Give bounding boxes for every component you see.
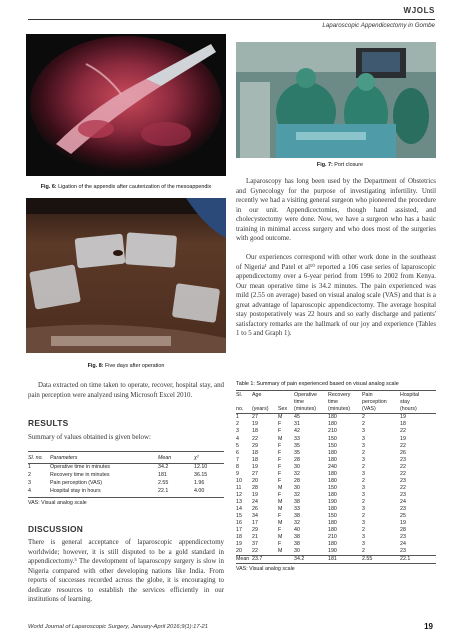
cell: 30 [294, 484, 300, 491]
cell [236, 399, 252, 406]
table-row [28, 480, 224, 488]
cell: 26 [400, 449, 406, 456]
cell: 9 [236, 470, 239, 477]
cell: 3 [362, 456, 365, 463]
post-operation-abdomen-image [26, 198, 226, 353]
cell: 22 [252, 435, 258, 442]
cell: 180 [328, 540, 337, 547]
table-1-title: Table 1: Summary of pain experienced based on visual analog scale [236, 381, 399, 387]
cell: F [278, 421, 282, 428]
cell: 37 [252, 540, 258, 547]
table-row [236, 471, 436, 478]
cell: 38 [294, 533, 300, 540]
cell: Sl. [236, 392, 243, 398]
table-row [236, 541, 436, 548]
cell: 210 [328, 533, 337, 540]
cell: F [278, 540, 282, 547]
cell: 7 [236, 456, 239, 463]
cell: Hospital [400, 392, 420, 398]
cell: 12 [236, 491, 242, 498]
table-1-note: VAS: Visual analog scale [236, 566, 295, 573]
cell: (minutes) [294, 406, 317, 413]
cell: 180 [328, 449, 337, 456]
figure-6-label: Fig. 6: [40, 184, 57, 190]
cell: 18 [236, 533, 242, 540]
cell: 30 [294, 463, 300, 470]
cell: 181 [328, 556, 337, 563]
cell: 3 [362, 484, 365, 491]
cell: M [278, 519, 283, 526]
cell: (hours) [400, 406, 417, 413]
cell: 21 [252, 533, 258, 540]
cell: 34 [252, 512, 258, 519]
cell: F [278, 491, 282, 498]
cell: 31 [294, 421, 300, 428]
cell [252, 399, 278, 406]
cell: 2 [362, 548, 365, 555]
cell: 28 [294, 456, 300, 463]
cell: 180 [328, 519, 337, 526]
cell: 4 [28, 487, 31, 494]
cell: F [278, 477, 282, 484]
cell: F [278, 526, 282, 533]
cell: 18 [252, 428, 258, 435]
right-paragraph-1: Laparoscopy has long been used by the Department of Obstetrics and Gynecology for the purpose of investigating infertility. Until recently we had a visiting general surgeon who pioneered the procedure in our unit. Appendicectomies, though hand assisted, and cholecystectomy were done. Now, we have a surgeon who has a basic training in minimal access surgery and who does most of the surgeries with good outcome. [236, 178, 436, 243]
cell: 38 [294, 498, 300, 505]
cell: (minutes) [328, 406, 351, 413]
cell: 2.55 [158, 479, 169, 486]
figure-6-caption-text: Ligation of the appendix after cauterization of the mesoappendix [58, 184, 212, 190]
cell: 22 [400, 484, 406, 491]
operating-room-image [236, 42, 436, 158]
cell: 29 [252, 526, 258, 533]
cell: 2.55 [362, 556, 373, 563]
cell: 2 [362, 512, 365, 519]
cell: F [278, 463, 282, 470]
cell: 23 [400, 491, 406, 498]
cell: 3 [236, 428, 239, 435]
cell: Recovery time in minutes [50, 471, 110, 478]
cell: Age [252, 392, 262, 398]
cell: 24 [400, 540, 406, 547]
cell: 150 [328, 512, 337, 519]
figure-8-label: Fig. 8: [87, 363, 104, 369]
laparoscopic-view-image [26, 34, 226, 176]
cell: Pain perception (VAS) [50, 479, 103, 486]
table-row [28, 488, 224, 496]
cell: 3 [362, 533, 365, 540]
cell: 2 [236, 421, 239, 428]
cell: 22 [400, 463, 406, 470]
cell: M [278, 435, 283, 442]
cell: 17 [236, 526, 242, 533]
table-row [236, 485, 436, 492]
cell: F [278, 456, 282, 463]
cell: 210 [328, 428, 337, 435]
table-row [236, 534, 436, 541]
cell: perception [362, 399, 387, 406]
figure-7-label: Fig. 7: [316, 162, 333, 168]
cell: 2 [362, 414, 365, 421]
cell: 3 [362, 428, 365, 435]
cell: 28 [294, 477, 300, 484]
cell: 150 [328, 435, 337, 442]
cell: 20 [236, 548, 242, 555]
cell: 20 [252, 477, 258, 484]
cell: M [278, 505, 283, 512]
cell: 3 [362, 442, 365, 449]
cell: 33 [294, 435, 300, 442]
figure-8-caption [28, 363, 224, 370]
discussion-paragraph: There is general acceptance of laparoscopic appendicectomy worldwide; however, it is still disputed to be a gold standard in appendicectomy.⁵ The development of laparoscopy surgery is slow in Nigeria compared with other developing nations like India. From reports of successes recorded across the globe, it is encouraging to dedicate resources to establish the services efficiently in our institutions of learning. [28, 539, 224, 604]
cell: M [278, 533, 283, 540]
table-1-body [236, 414, 436, 555]
results-intro: Summary of values obtained is given below: [28, 434, 151, 441]
cell: 3 [362, 519, 365, 526]
summary-table-header [28, 455, 224, 461]
discussion-heading: DISCUSSION [28, 524, 84, 534]
cell: 1 [236, 414, 239, 421]
cell: 2 [362, 477, 365, 484]
table-row [236, 478, 436, 485]
cell: F [278, 428, 282, 435]
cell: 19 [236, 540, 242, 547]
table-row [236, 443, 436, 450]
cell: 26 [252, 505, 258, 512]
cell: 6 [236, 449, 239, 456]
cell: 28 [252, 484, 258, 491]
cell: F [278, 442, 282, 449]
table-row-mean [236, 556, 436, 563]
cell: 180 [328, 470, 337, 477]
cell: Pain [362, 392, 373, 398]
cell: 22 [252, 548, 258, 555]
cell: 180 [328, 505, 337, 512]
cell: 29 [252, 442, 258, 449]
table-row [236, 414, 436, 421]
cell: M [278, 484, 283, 491]
cell: 5 [236, 442, 239, 449]
table-1 [236, 381, 436, 572]
cell: 3 [362, 491, 365, 498]
summary-col-parameters: Parameters [50, 455, 78, 461]
cell: Sex [278, 406, 288, 413]
cell: 3 [362, 505, 365, 512]
cell [278, 392, 294, 399]
cell: 3 [28, 479, 31, 486]
cell: F [278, 512, 282, 519]
cell: 180 [328, 421, 337, 428]
cell: 180 [328, 456, 337, 463]
figure-6-caption [28, 184, 224, 191]
running-title: Laparoscopic Appendicectomy in Gombe [322, 22, 435, 29]
cell: 19 [400, 414, 406, 421]
cell: 18 [252, 456, 258, 463]
results-heading: RESULTS [28, 418, 69, 428]
cell: time [328, 399, 339, 406]
cell: 3 [362, 540, 365, 547]
cell: 15 [236, 512, 242, 519]
summary-col-mean: Mean [158, 455, 172, 461]
summary-table-note: VAS: Visual analog scale [28, 499, 87, 506]
cell: 150 [328, 442, 337, 449]
figure-6-photo [26, 34, 226, 176]
cell: 23 [400, 548, 406, 555]
cell: 3 [362, 435, 365, 442]
cell: 23 [400, 456, 406, 463]
cell: 40 [294, 526, 300, 533]
summary-col-chi: χ² [194, 455, 199, 461]
figure-7-caption [280, 162, 400, 169]
cell: 23 [400, 477, 406, 484]
cell: 32 [294, 470, 300, 477]
summary-col-slno: Sl. no. [28, 455, 44, 461]
cell: Mean [236, 556, 250, 563]
cell: 10 [236, 477, 242, 484]
cell: (years) [252, 406, 269, 413]
cell: M [278, 498, 283, 505]
cell: stay [400, 399, 410, 406]
cell: 19 [252, 421, 258, 428]
cell: 24 [252, 498, 258, 505]
cell: 2 [362, 463, 365, 470]
cell: 22 [400, 442, 406, 449]
cell: Recovery [328, 392, 351, 398]
cell: 4.00 [194, 487, 205, 494]
cell: 27 [252, 470, 258, 477]
cell: 27 [252, 414, 258, 421]
cell: 36.15 [194, 471, 208, 478]
cell [278, 556, 294, 563]
cell: 38 [294, 512, 300, 519]
cell: 19 [400, 435, 406, 442]
cell: 18 [400, 421, 406, 428]
figure-7-caption-text: Port closure [334, 162, 364, 168]
cell: 2 [362, 498, 365, 505]
table-row [236, 520, 436, 527]
cell: 1.96 [194, 479, 205, 486]
cell: 2 [362, 449, 365, 456]
cell: 14 [236, 505, 242, 512]
cell: 150 [328, 484, 337, 491]
cell: 190 [328, 548, 337, 555]
cell: 22 [400, 428, 406, 435]
cell: Hospital stay in hours [50, 487, 101, 494]
cell: 19 [252, 491, 258, 498]
cell: M [278, 548, 283, 555]
table-row [236, 548, 436, 555]
table-row [28, 472, 224, 480]
cell: 2 [362, 421, 365, 428]
cell: 16 [236, 519, 242, 526]
footer-citation: World Journal of Laparoscopic Surgery, January-April 2016;9(1):17-21 [28, 624, 209, 630]
cell: 180 [328, 414, 337, 421]
journal-name: WJOLS [403, 6, 435, 15]
cell: Operative time in minutes [50, 464, 111, 470]
cell: 24 [400, 498, 406, 505]
table-row [28, 464, 224, 472]
cell: (VAS) [362, 406, 376, 413]
cell: 23.7 [252, 556, 263, 563]
right-paragraph-2: Our experiences correspond with other work done in the southeast of Nigeria¹ and Patel et al¹⁰ reported a 106 case series of laparoscopic appendicectomy over a 6-year period from 1996 to 2002 from Kenya. Our mean operative time is 34.2 minutes. The pain experienced was mild (2.55 on average) based on visual analog scale (VAS) and that is a great advantage of laparoscopic appendicectomy. The average hospital stay postoperatively was 22 hours and so early discharge and patients' satisfactory remarks are the hallmark of our joy and experience (Tables 1 to 5 and Graph 1). [236, 254, 436, 338]
cell: 190 [328, 498, 337, 505]
left-intro-paragraph: Data extracted on time taken to operate, recover, hospital stay, and pain perception were analyzed using Microsoft Excel 2010. [28, 382, 224, 399]
summary-table [28, 451, 224, 506]
cell: 180 [328, 491, 337, 498]
table-1-header [236, 392, 436, 413]
cell: 3 [362, 470, 365, 477]
cell: 1 [28, 464, 31, 470]
cell: 4 [236, 435, 239, 442]
table-row [236, 499, 436, 506]
cell: M [278, 414, 283, 421]
cell: 180 [328, 477, 337, 484]
cell: 30 [294, 548, 300, 555]
table-1-mean [236, 556, 436, 563]
cell: 22 [400, 470, 406, 477]
cell: 19 [400, 519, 406, 526]
cell: 18 [252, 449, 258, 456]
page-number: 19 [424, 622, 433, 631]
cell: 12.10 [194, 464, 208, 470]
table-row [236, 436, 436, 443]
cell: Operative [294, 392, 317, 398]
cell: 23 [400, 505, 406, 512]
cell: 34.2 [294, 556, 305, 563]
figure-8-photo [26, 198, 226, 353]
cell: F [278, 449, 282, 456]
cell: 25 [400, 512, 406, 519]
cell: 13 [236, 498, 242, 505]
cell: 22.1 [158, 487, 169, 494]
cell: 2 [362, 526, 365, 533]
table-row [236, 506, 436, 513]
cell: 35 [294, 442, 300, 449]
cell: 22.1 [400, 556, 411, 563]
cell: 42 [294, 428, 300, 435]
table-row [236, 450, 436, 457]
cell: 240 [328, 463, 337, 470]
cell: 35 [294, 449, 300, 456]
cell: 19 [252, 463, 258, 470]
cell: 28 [400, 526, 406, 533]
cell [278, 399, 294, 406]
table-row [236, 492, 436, 499]
cell: 2 [28, 471, 31, 478]
table-row [236, 428, 436, 435]
header-rule [28, 19, 435, 20]
cell: 180 [328, 526, 337, 533]
cell: time [294, 399, 305, 406]
cell: 32 [294, 491, 300, 498]
cell: F [278, 470, 282, 477]
table-row [236, 457, 436, 464]
cell: 33 [294, 505, 300, 512]
cell: 11 [236, 484, 242, 491]
cell: no. [236, 406, 244, 413]
cell: 8 [236, 463, 239, 470]
cell: 34.2 [158, 464, 169, 470]
table-row [236, 513, 436, 520]
figure-7-photo [236, 42, 436, 158]
table-row [236, 464, 436, 471]
table-row [236, 527, 436, 534]
cell: 32 [294, 519, 300, 526]
cell: 181 [158, 471, 167, 478]
cell: 38 [294, 540, 300, 547]
figure-8-caption-text: Five days after operation [105, 363, 165, 369]
cell: 23 [400, 533, 406, 540]
cell: 45 [294, 414, 300, 421]
table-row [236, 421, 436, 428]
cell: 17 [252, 519, 258, 526]
